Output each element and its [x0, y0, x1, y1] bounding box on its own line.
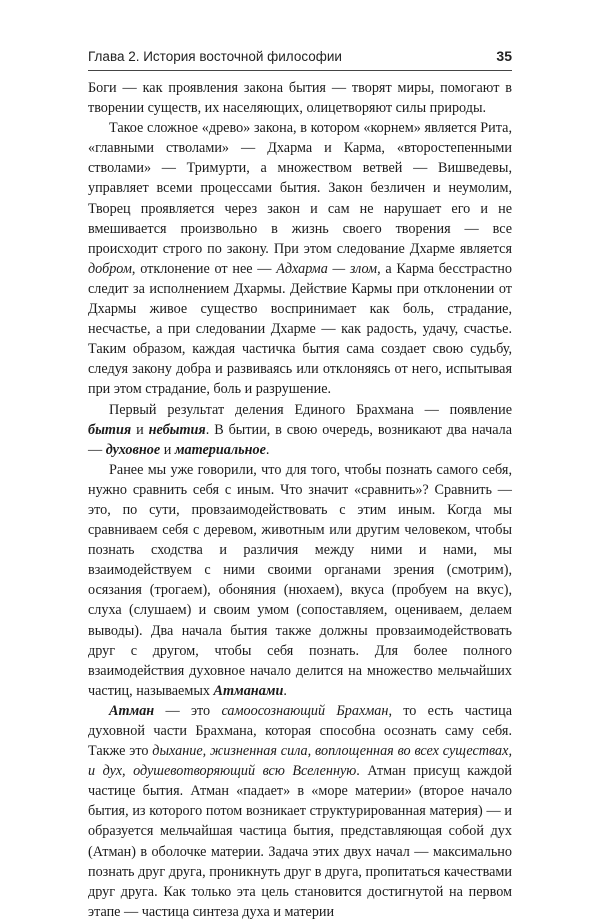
text-run: . Атман присущ каждой частице бытия. Атман «падает» в «море материи» (второе начало бытия, из которого потом возникает структурированная материя) — и образуется мельчайшая частица бытия, представляющая собой дух (Атман) в оболочке материи. Задача этих двух начал — максимально познать друг друга, проникнуть друг в друга, пропитаться качествами друг друга. Как только эта цель становится достигнутой на первом этапе — частица синтеза духа и материи — [88, 763, 512, 920]
text-run: , отклонение от нее — — [131, 260, 277, 277]
text-run: — это — [154, 702, 222, 719]
paragraph — [88, 118, 512, 399]
text-run: Боги — как проявления закона бытия — творят миры, помогают в творении существ, их населяющих, олицетворяют силы природы. — [88, 80, 512, 117]
italic-term: дыхание, жизненная сила, воплощенная во всех существах, и дух, одушевотворяющий всю Вселенную — [88, 743, 512, 780]
text-run: и — [160, 441, 175, 458]
text-run: и — [131, 421, 149, 438]
bold-italic-term: Атманами — [213, 682, 284, 699]
paragraph — [88, 701, 512, 922]
paragraph — [88, 460, 512, 701]
bold-italic-term: материальное — [174, 441, 266, 458]
header-rule — [88, 70, 512, 71]
text-run: . В бытии, в свою очередь, возникают два начала — — [88, 421, 512, 458]
text-run: , а Карма бесстрастно следит за исполнением Дхармы. Действие Кармы при отклонении от Дхармы живое существо воспринимает как боль, страдание, несчастье, а при следовании Дхарме — как радость, удачу, счастье. Таким образом, каждая частичка бытия сама создает свою судьбу, следуя закону добра и развиваясь или отклоняясь от него, испытывая при этом страдание, боль и разрушение. — [88, 260, 512, 398]
text-run: Такое сложное «древо» закона, в котором «корнем» является Рита, «главными стволами» — Дхарма и Карма, «второстепенными стволами» — Тримурти, а множеством ветвей — Вишведевы, управляет всеми процессами бытия. Закон безличен и неумолим, Творец проявляется через закон и сам не нарушает его и не вмешивается произвольно в жизнь своего творения — все происходит строго по закону. При этом следование Дхарме является — [88, 120, 512, 257]
bold-italic-term: бытия — [88, 421, 132, 438]
italic-term: самоосознающий Брахман — [221, 702, 389, 719]
bold-italic-term: Атман — [109, 702, 155, 719]
italic-term: Адхарма — злом — [276, 260, 378, 277]
running-header — [88, 48, 512, 64]
text-run: Ранее мы уже говорили, что для того, чтобы познать самого себя, нужно сравнить себя с иным. Что значит «сравнить»? Сравнить — это, по сути, провзаимодействовать с этим иным. Когда мы сравниваем себя с деревом, животным или другим человеком, чтобы познать сходства и различия между ними и нами, мы взаимодействуем с ними своими органами зрения (смотрим), осязания (трогаем), обоняния (нюхаем), вкуса (пробуем на вкус), слуха (слушаем) и своим умом (сопоставляем, оцениваем, делаем выводы). Два начала бытия также должны провзаимодействовать друг с другом, чтобы себя познать. Для более полного взаимодействия духовное начало делится на множество мельчайших частиц, называемых — [88, 461, 512, 699]
text-run: . — [265, 441, 270, 458]
text-run: Первый результат деления Единого Брахмана — появление — [109, 401, 512, 418]
bold-italic-term: небытия — [148, 421, 206, 438]
page-number: 35 — [496, 48, 512, 64]
bold-italic-term: духовное — [105, 441, 161, 458]
paragraph — [88, 400, 512, 460]
text-run: . — [283, 682, 287, 699]
paragraph — [88, 78, 512, 118]
text-run: , то есть частица духовной части Брахмана, которая способна осознать саму себя. Также это — [88, 702, 512, 760]
chapter-title: Глава 2. История восточной философии — [88, 49, 342, 64]
body-text — [88, 78, 512, 922]
italic-term: добром — [88, 260, 132, 277]
